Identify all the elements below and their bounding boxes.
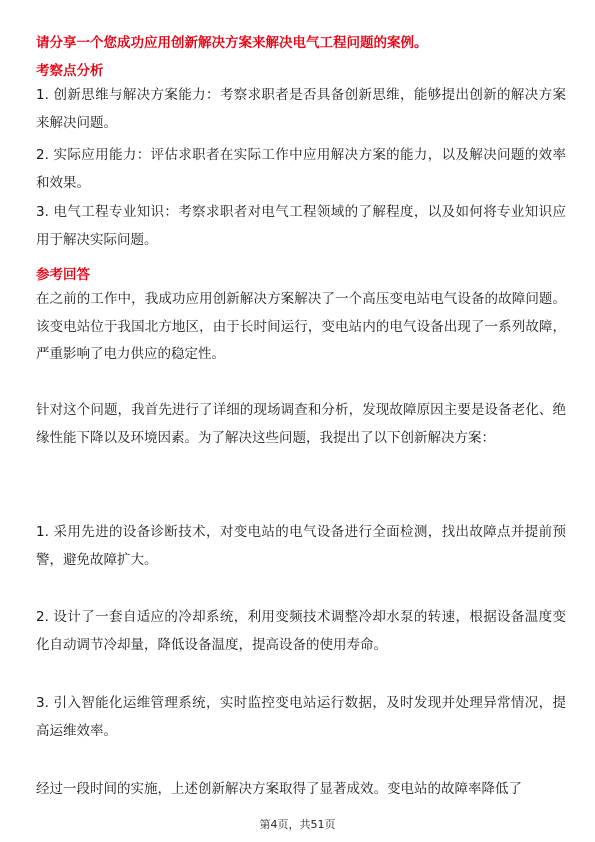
analysis-item-2: 2. 实际应用能力：评估求职者在实际工作中应用解决方案的能力，以及解决问题的效率和效果。 (36, 147, 566, 191)
answer-paragraph-2: 针对这个问题，我首先进行了详细的现场调查和分析，发现故障原因主要是设备老化、绝缘性能下降以及环境因素。为了解决这些问题，我提出了以下创新解决方案： (36, 402, 566, 446)
analysis-heading: 考察点分析 (36, 63, 104, 79)
answer-solution-1: 1. 采用先进的设备诊断技术，对变电站的电气设备进行全面检测，找出故障点并提前预警，避免故障扩大。 (36, 524, 566, 568)
answer-solution-2: 2. 设计了一套自适应的冷却系统，利用变频技术调整冷却水泵的转速，根据设备温度变化自动调节冷却量，降低设备温度，提高设备的使用寿命。 (36, 609, 566, 653)
answer-solution-3: 3. 引入智能化运维管理系统，实时监控变电站运行数据，及时发现并处理异常情况，提高运维效率。 (36, 695, 566, 739)
answer-paragraph-1: 在之前的工作中，我成功应用创新解决方案解决了一个高压变电站电气设备的故障问题。该变电站位于我国北方地区，由于长时间运行，变电站内的电气设备出现了一系列故障，严重影响了电力供应的稳定性。 (36, 291, 566, 362)
analysis-item-3: 3. 电气工程专业知识：考察求职者对电气工程领域的了解程度，以及如何将专业知识应用于解决实际问题。 (36, 204, 566, 248)
page-number: 第4页，共51页 (259, 818, 336, 831)
answer-heading: 参考回答 (36, 267, 90, 283)
analysis-item-1: 1. 创新思维与解决方案能力：考察求职者是否具备创新思维，能够提出创新的解决方案来解决问题。 (36, 87, 566, 131)
answer-paragraph-3: 经过一段时间的实施，上述创新解决方案取得了显著成效。变电站的故障率降低了 (36, 781, 522, 797)
question-title: 请分享一个您成功应用创新解决方案来解决电气工程问题的案例。 (36, 35, 428, 51)
